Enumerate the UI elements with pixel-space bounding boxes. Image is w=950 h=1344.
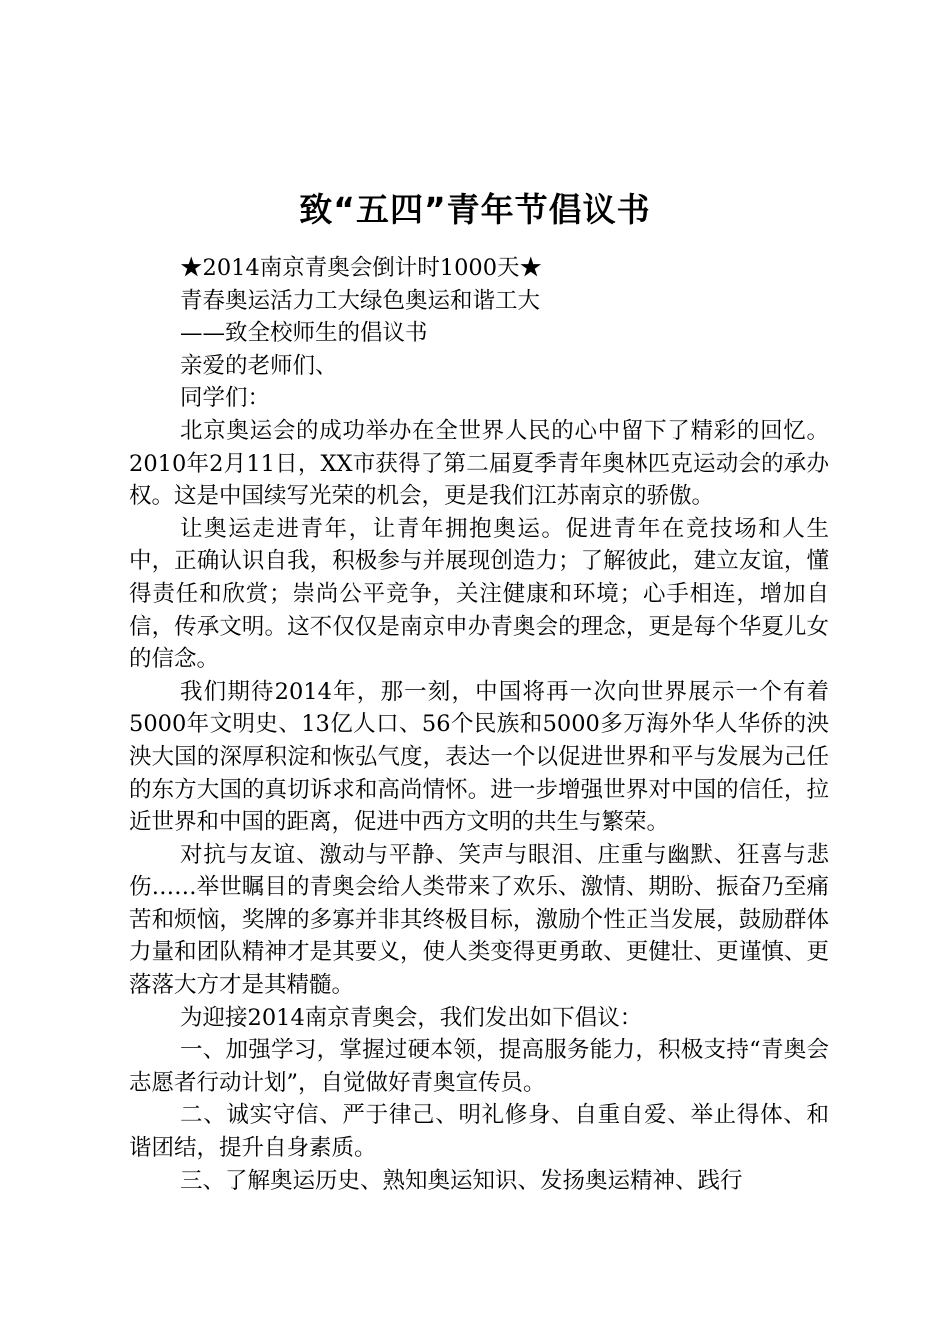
- document-title: 致“五四”青年节倡议书: [299, 190, 651, 229]
- salutation-teachers: 亲爱的老师们、: [180, 352, 338, 379]
- paragraph-1: 北京奥运会的成功举办在全世界人民的心中留下了精彩的回忆。2010年2月11日，XX市获得了第二届夏季青年奥林匹克运动会的承办权。这是中国续写光荣的机会，更是我们江苏南京的骄傲。: [129, 417, 829, 510]
- countdown-line: ★2014南京青奥会倒计时1000天★: [180, 255, 543, 281]
- paragraph-5: 为迎接2014南京青奥会，我们发出如下倡议：: [180, 1004, 643, 1031]
- proposal-3: 三、了解奥运历史、熟知奥运知识、发扬奥运精神、践行: [180, 1167, 743, 1194]
- proposal-2: 二、诚实守信、严于律己、明礼修身、自重自爱、举止得体、和谐团结，提升自身素质。: [129, 1102, 829, 1162]
- document-body: [129, 252, 829, 1197]
- slogan-line: 青春奥运活力工大绿色奥运和谐工大: [180, 287, 541, 314]
- salutation-students: 同学们：: [180, 385, 271, 412]
- paragraph-2: 让奥运走进青年，让青年拥抱奥运。促进青年在竞技场和人生中，正确认识自我，积极参与并展现创造力；了解彼此，建立友谊，懂得责任和欣赏；崇尚公平竞争，关注健康和环境；心手相连，增加自信，传承文明。这不仅仅是南京申办青奥会的理念，更是每个华夏儿女的信念。: [129, 515, 829, 673]
- paragraph-3: 我们期待2014年，那一刻，中国将再一次向世界展示一个有着5000年文明史、13亿人口、56个民族和5000多万海外华人华侨的泱泱大国的深厚积淀和恢弘气度，表达一个以促进世界和平与发展为己任的东方大国的真切诉求和高尚情怀。进一步增强世界对中国的信任，拉近世界和中国的距离，促进中西方文明的共生与繁荣。: [129, 678, 829, 836]
- paragraph-4: 对抗与友谊、激动与平静、笑声与眼泪、庄重与幽默、狂喜与悲伤……举世瞩目的青奥会给人类带来了欢乐、激情、期盼、振奋乃至痛苦和烦恼，奖牌的多寡并非其终极目标，激励个性正当发展，鼓励群体力量和团队精神才是其要义，使人类变得更勇敢、更健壮、更谨慎、更落落大方才是其精髓。: [129, 841, 829, 999]
- subtitle-line: ——致全校师生的倡议书: [180, 320, 428, 347]
- proposal-1: 一、加强学习，掌握过硬本领，提高服务能力，积极支持“青奥会志愿者行动计划”，自觉做好青奥宣传员。: [129, 1037, 829, 1096]
